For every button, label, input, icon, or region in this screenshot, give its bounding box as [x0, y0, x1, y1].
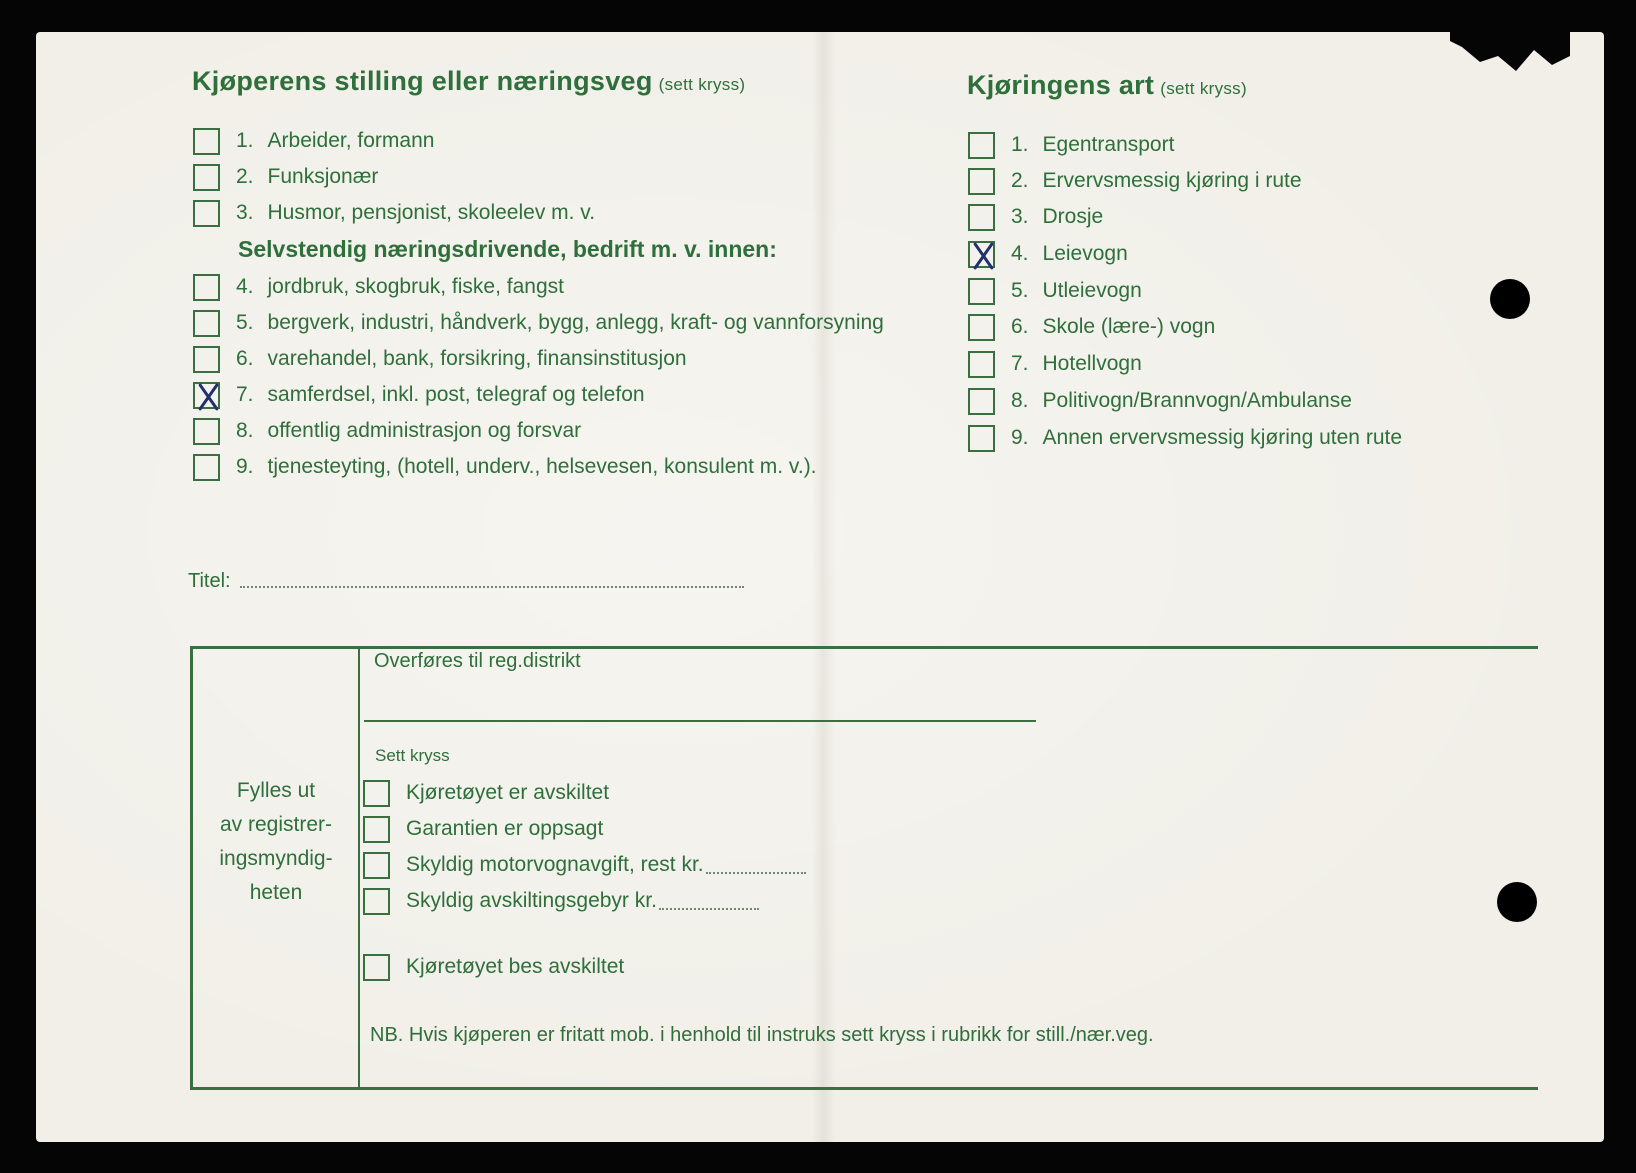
option-label: Drosje — [1042, 205, 1104, 228]
checkbox[interactable] — [968, 204, 995, 231]
driving-option-5[interactable] — [968, 276, 1142, 306]
option-number: 4. — [236, 275, 254, 298]
side-line: Fylles ut — [236, 779, 316, 802]
option-number: 6. — [236, 347, 254, 370]
option-number: 6. — [1011, 315, 1029, 338]
checkbox[interactable] — [193, 310, 220, 337]
option-label: Kjøretøyet bes avskiltet — [406, 955, 625, 978]
option-number: 7. — [236, 383, 254, 406]
side-line: av registrer- — [219, 813, 333, 836]
option-label: Ervervsmessig kjøring i rute — [1042, 169, 1302, 192]
occupation-hint: (sett kryss) — [658, 75, 746, 94]
checkbox[interactable] — [968, 388, 995, 415]
checkbox[interactable] — [193, 454, 220, 481]
punch-hole — [1490, 279, 1530, 319]
option-label: Politivogn/Brannvogn/Ambulanse — [1042, 389, 1352, 412]
self-employed-subheading: Selvstendig næringsdrivende, bedrift m. v. innen: — [238, 236, 777, 262]
option-number: 1. — [1011, 133, 1029, 156]
occupation-option-4[interactable] — [193, 272, 564, 302]
option-label: Egentransport — [1042, 133, 1175, 156]
amount-field[interactable] — [706, 856, 806, 874]
occupation-option-5[interactable] — [193, 308, 884, 338]
driving-option-2[interactable] — [968, 166, 1302, 196]
registry-option-4[interactable] — [363, 886, 759, 916]
checkbox[interactable] — [363, 780, 390, 807]
driving-type-heading — [967, 70, 1247, 101]
side-line: heten — [249, 881, 303, 904]
option-label: Leievogn — [1042, 242, 1128, 265]
option-label: Skyldig motorvognavgift, rest kr. — [406, 853, 704, 876]
option-number: 5. — [236, 311, 254, 334]
checkbox[interactable] — [193, 418, 220, 445]
titel-field[interactable] — [240, 586, 744, 588]
driving-option-9[interactable] — [968, 423, 1402, 453]
option-number: 9. — [1011, 426, 1029, 449]
note-text: NB. Hvis kjøperen er fritatt mob. i henhold til instruks sett kryss i rubrikk for still./nær.veg. — [370, 1024, 1154, 1046]
registry-option-3[interactable] — [363, 850, 806, 880]
driving-option-8[interactable] — [968, 386, 1352, 416]
sett-kryss-label: Sett kryss — [375, 746, 450, 765]
checkbox[interactable] — [193, 346, 220, 373]
occupation-option-3[interactable] — [193, 198, 595, 228]
registry-side-label — [196, 774, 356, 910]
option-number: 3. — [236, 201, 254, 224]
transfer-label: Overføres til reg.distrikt — [374, 650, 581, 672]
option-label: Hotellvogn — [1042, 352, 1142, 375]
option-label: jordbruk, skogbruk, fiske, fangst — [267, 275, 564, 298]
transfer-field-line[interactable] — [364, 720, 1036, 722]
driving-option-6[interactable] — [968, 312, 1215, 342]
option-label: Garantien er oppsagt — [406, 817, 604, 840]
option-label: Utleievogn — [1042, 279, 1142, 302]
option-number: 2. — [236, 165, 254, 188]
option-number: 1. — [236, 129, 254, 152]
titel-label: Titel: — [188, 570, 231, 592]
driving-type-title: Kjøringens art — [967, 70, 1155, 100]
option-label: Funksjonær — [267, 165, 379, 188]
occupation-option-2[interactable] — [193, 162, 378, 192]
option-label: tjenesteyting, (hotell, underv., helsevesen, konsulent m. v.). — [267, 455, 817, 478]
driving-option-7[interactable] — [968, 349, 1142, 379]
option-number: 3. — [1011, 205, 1029, 228]
occupation-title: Kjøperens stilling eller næringsveg — [192, 66, 653, 96]
option-number: 4. — [1011, 242, 1029, 265]
checkbox[interactable] — [193, 164, 220, 191]
option-label: Annen ervervsmessig kjøring uten rute — [1042, 426, 1403, 449]
occupation-option-6[interactable] — [193, 344, 687, 374]
option-label: Kjøretøyet er avskiltet — [406, 781, 610, 804]
checkbox-checked[interactable] — [968, 241, 995, 268]
checkbox[interactable] — [193, 128, 220, 155]
registry-divider — [358, 648, 360, 1088]
option-number: 2. — [1011, 169, 1029, 192]
amount-field[interactable] — [659, 892, 759, 910]
registry-option-1[interactable] — [363, 778, 609, 808]
option-label: Skyldig avskiltingsgebyr kr. — [406, 889, 657, 912]
checkbox[interactable] — [363, 816, 390, 843]
option-label: offentlig administrasjon og forsvar — [267, 419, 582, 442]
option-label: Husmor, pensjonist, skoleelev m. v. — [267, 201, 596, 224]
driving-type-hint: (sett kryss) — [1160, 79, 1247, 98]
checkbox[interactable] — [968, 351, 995, 378]
option-number: 8. — [1011, 389, 1029, 412]
registry-option-2[interactable] — [363, 814, 603, 844]
occupation-option-8[interactable] — [193, 416, 581, 446]
driving-option-4[interactable] — [968, 239, 1128, 269]
option-number: 7. — [1011, 352, 1029, 375]
option-label: varehandel, bank, forsikring, finansinstitusjon — [267, 347, 687, 370]
option-label: bergverk, industri, håndverk, bygg, anlegg, kraft- og vannforsyning — [267, 311, 884, 334]
checkbox[interactable] — [968, 132, 995, 159]
option-label: Arbeider, formann — [267, 129, 435, 152]
driving-option-1[interactable] — [968, 130, 1174, 160]
checkbox[interactable] — [193, 200, 220, 227]
option-number: 8. — [236, 419, 254, 442]
checkbox[interactable] — [968, 314, 995, 341]
driving-option-3[interactable] — [968, 202, 1103, 232]
occupation-option-7[interactable] — [193, 380, 645, 410]
checkbox[interactable] — [193, 274, 220, 301]
checkbox[interactable] — [363, 888, 390, 915]
occupation-option-9[interactable] — [193, 452, 817, 482]
checkbox[interactable] — [968, 278, 995, 305]
checkbox[interactable] — [363, 852, 390, 879]
occupation-heading — [192, 66, 745, 97]
side-line: ingsmyndig- — [219, 847, 333, 870]
option-number: 9. — [236, 455, 254, 478]
registry-option-remove-plates[interactable] — [363, 952, 624, 982]
option-label: samferdsel, inkl. post, telegraf og telefon — [267, 383, 645, 406]
checkbox[interactable] — [968, 168, 995, 195]
occupation-option-1[interactable] — [193, 126, 434, 156]
checkbox[interactable] — [363, 954, 390, 981]
option-label: Skole (lære-) vogn — [1042, 315, 1216, 338]
checkbox[interactable] — [968, 425, 995, 452]
checkbox-checked[interactable] — [193, 382, 220, 409]
option-number: 5. — [1011, 279, 1029, 302]
